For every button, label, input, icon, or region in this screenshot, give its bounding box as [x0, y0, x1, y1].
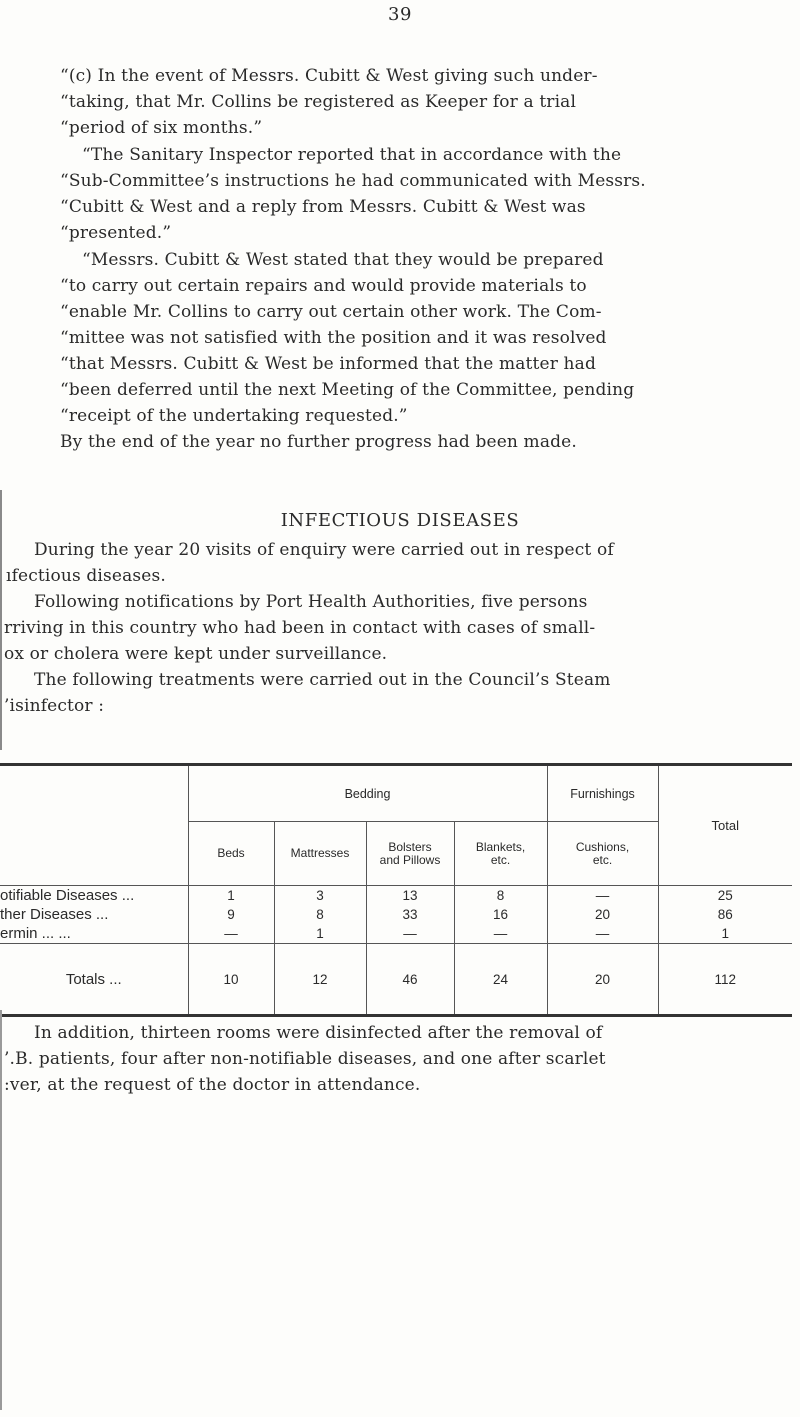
cell-cushions: — — [547, 924, 658, 944]
quote-line: “enable Mr. Collins to carry out certain other work. The Com- — [60, 302, 602, 322]
section-heading: INFECTIOUS DISEASES — [280, 510, 520, 531]
page-number: 39 — [388, 4, 412, 25]
closing-line: In addition, thirteen rooms were disinfected after the removal of — [34, 1023, 603, 1043]
quote-line: “mittee was not satisfied with the position and it was resolved — [60, 328, 607, 348]
row-label: ermin ... ... — [0, 924, 188, 944]
blankets-header-line-2: etc. — [490, 852, 511, 867]
quote-line: “been deferred until the next Meeting of the Committee, pending — [60, 380, 635, 400]
cell-beds: 9 — [188, 905, 274, 924]
quote-line: “The Sanitary Inspector reported that in accordance with the — [82, 145, 622, 165]
cell-mattresses: 8 — [274, 905, 366, 924]
cell-total: 86 — [717, 907, 733, 922]
cell-blankets: — — [454, 924, 547, 944]
closing-line: :ver, at the request of the doctor in attendance. — [4, 1075, 421, 1095]
quote-line: “Sub-Committee’s instructions he had communicated with Messrs. — [60, 171, 646, 191]
cell-total: 25 — [717, 888, 733, 903]
cell-total: 1 — [658, 924, 792, 944]
cell-cushions: 20 — [547, 905, 658, 924]
section-line: The following treatments were carried out in the Council’s Steam — [34, 670, 611, 690]
total-bolsters: 46 — [366, 944, 454, 1016]
steam-disinfector-table — [0, 763, 792, 1017]
cushions-header-line-1: Cushions, — [575, 839, 630, 854]
row-label: otifiable Diseases ... — [0, 886, 188, 906]
bolsters-column-header — [366, 822, 454, 886]
cell-bolsters: 13 — [366, 886, 454, 906]
totals-label: Totals ... — [0, 944, 188, 1016]
cell-mattresses: 1 — [274, 924, 366, 944]
section-line: Following notifications by Port Health Authorities, five persons — [34, 592, 588, 612]
page-edge-shadow — [0, 1010, 2, 1410]
quote-line: By the end of the year no further progress had been made. — [60, 432, 577, 452]
cell-blankets: 8 — [454, 886, 547, 906]
total-grand: 112 — [714, 971, 737, 987]
quote-line: “that Messrs. Cubitt & West be informed that the matter had — [60, 354, 596, 374]
total-mattresses: 12 — [274, 944, 366, 1016]
quote-line: “Cubitt & West and a reply from Messrs. Cubitt & West was — [60, 197, 586, 217]
furnishings-group-header: Furnishings — [547, 765, 658, 822]
section-line: ox or cholera were kept under surveillance. — [4, 644, 388, 664]
quote-line: “receipt of the undertaking requested.” — [60, 406, 408, 426]
quote-line: “(c) In the event of Messrs. Cubitt & West giving such under- — [60, 66, 598, 86]
bolsters-header-line-1: Bolsters — [388, 839, 432, 854]
blankets-header-line-1: Blankets, — [475, 839, 526, 854]
total-column-header: Total — [658, 765, 792, 886]
total-beds: 10 — [188, 944, 274, 1016]
cell-bolsters: — — [366, 924, 454, 944]
section-line: During the year 20 visits of enquiry were carried out in respect of — [34, 540, 614, 560]
cushions-header-line-2: etc. — [592, 852, 613, 867]
table-row — [0, 905, 792, 924]
bolsters-header-line-2: and Pillows — [379, 852, 441, 867]
mattresses-column-header: Mattresses — [274, 822, 366, 886]
section-line: ’isinfector : — [4, 696, 105, 716]
row-label: ther Diseases ... — [0, 905, 188, 924]
cell-cushions: — — [547, 886, 658, 906]
blankets-column-header — [454, 822, 547, 886]
beds-column-header: Beds — [188, 822, 274, 886]
totals-row — [0, 944, 792, 1016]
table-row — [0, 886, 792, 906]
bedding-group-header: Bedding — [188, 765, 547, 822]
cell-beds: — — [188, 924, 274, 944]
cushions-column-header — [547, 822, 658, 886]
table-row — [0, 924, 792, 944]
total-blankets: 24 — [454, 944, 547, 1016]
cell-bolsters: 33 — [366, 905, 454, 924]
quote-line: “to carry out certain repairs and would provide materials to — [60, 276, 587, 296]
quote-line: “presented.” — [60, 223, 172, 243]
closing-line: ’.B. patients, four after non-notifiable diseases, and one after scarlet — [4, 1049, 606, 1069]
cell-blankets: 16 — [454, 905, 547, 924]
cell-mattresses: 3 — [274, 886, 366, 906]
quote-line: “taking, that Mr. Collins be registered as Keeper for a trial — [60, 92, 577, 112]
section-line: rriving in this country who had been in contact with cases of small- — [4, 618, 596, 638]
quote-line: “period of six months.” — [60, 118, 263, 138]
section-line: ıfectious diseases. — [6, 566, 166, 586]
cell-beds: 1 — [188, 886, 274, 906]
total-cushions: 20 — [547, 944, 658, 1016]
quote-line: “Messrs. Cubitt & West stated that they would be prepared — [82, 250, 604, 270]
row-label-header — [0, 765, 188, 886]
